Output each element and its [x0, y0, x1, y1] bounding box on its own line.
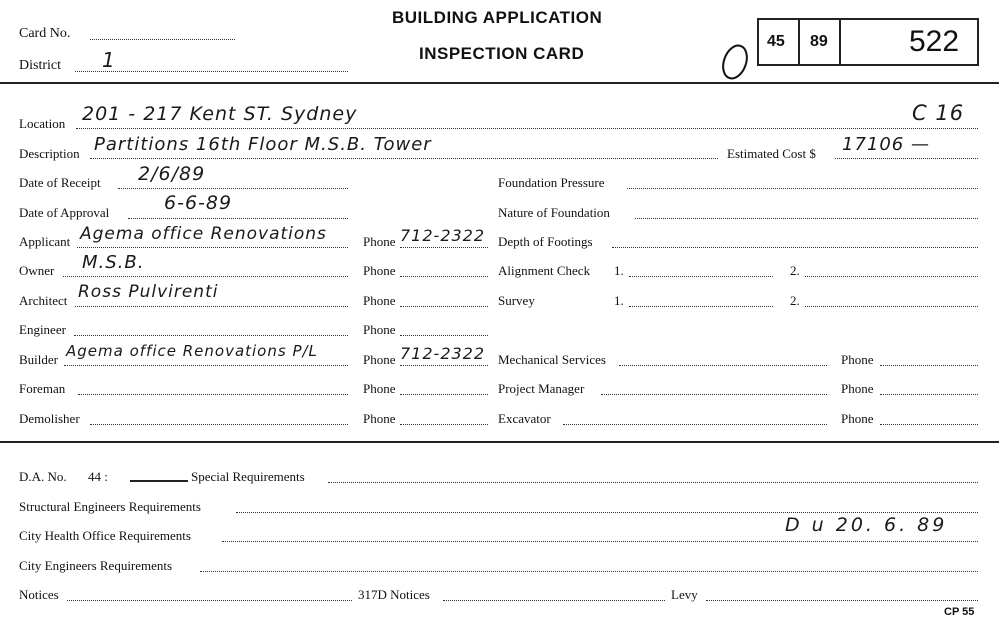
date-approval-field[interactable]: [128, 218, 348, 219]
depth-footings-field[interactable]: [612, 247, 978, 248]
city-health-field[interactable]: [222, 541, 978, 542]
owner-value: M.S.B.: [82, 252, 145, 273]
da-no-label: D.A. No.: [19, 469, 67, 484]
foundation-pressure-field[interactable]: [627, 188, 978, 189]
card-box-1-value: 45: [767, 33, 785, 50]
survey-field-2[interactable]: [805, 306, 978, 307]
demolisher-phone-field[interactable]: [400, 424, 488, 425]
excavator-label: Excavator: [498, 411, 551, 426]
title-line2: INSPECTION CARD: [419, 44, 585, 63]
mechanical-phone-label: Phone: [841, 352, 874, 367]
project-manager-phone-label: Phone: [841, 381, 874, 396]
card-box-1: [757, 18, 802, 66]
da-no-field[interactable]: [130, 480, 188, 482]
location-field[interactable]: [76, 128, 978, 129]
applicant-phone-label: Phone: [363, 234, 396, 249]
alignment-check-field-1[interactable]: [629, 276, 773, 277]
applicant-phone-field[interactable]: [400, 247, 488, 248]
structural-engineers-field[interactable]: [236, 512, 978, 513]
card-no-field[interactable]: [90, 39, 235, 40]
foreman-phone-field[interactable]: [400, 394, 488, 395]
excavator-phone-label: Phone: [841, 411, 874, 426]
location-ref: C 16: [912, 101, 965, 125]
foreman-phone-label: Phone: [363, 381, 396, 396]
location-label: Location: [19, 116, 66, 131]
description-value: Partitions 16th Floor M.S.B. Tower: [94, 134, 432, 155]
architect-phone-label: Phone: [363, 293, 396, 308]
builder-phone-label: Phone: [363, 352, 396, 367]
structural-engineers-label: Structural Engineers Requirements: [19, 499, 201, 514]
architect-value: Ross Pulvirenti: [78, 282, 219, 302]
engineer-label: Engineer: [19, 322, 66, 337]
mechanical-services-label: Mechanical Services: [498, 352, 606, 367]
owner-field[interactable]: [63, 276, 348, 277]
owner-phone-label: Phone: [363, 263, 396, 278]
alignment-check-num1: 1.: [614, 263, 624, 278]
applicant-field[interactable]: [77, 247, 348, 248]
applicant-value: Agema office Renovations: [80, 224, 327, 244]
architect-phone-field[interactable]: [400, 306, 488, 307]
builder-phone-field[interactable]: [400, 365, 488, 366]
card-box-3-value: 522: [909, 25, 960, 58]
description-label: Description: [19, 146, 80, 161]
engineer-field[interactable]: [74, 335, 348, 336]
architect-field[interactable]: [75, 306, 348, 307]
card-no-label: Card No.: [19, 26, 71, 41]
builder-value: Agema office Renovations P/L: [66, 342, 318, 360]
excavator-field[interactable]: [563, 424, 827, 425]
builder-phone-value: 712-2322: [400, 344, 486, 363]
card-box-2-value: 89: [810, 33, 828, 50]
city-engineers-label: City Engineers Requirements: [19, 558, 173, 573]
demolisher-field[interactable]: [90, 424, 348, 425]
alignment-check-num2: 2.: [790, 263, 800, 278]
estimated-cost-field[interactable]: [835, 158, 978, 159]
owner-label: Owner: [19, 263, 55, 278]
project-manager-label: Project Manager: [498, 381, 585, 396]
alignment-check-field-2[interactable]: [805, 276, 978, 277]
nature-foundation-label: Nature of Foundation: [498, 205, 610, 220]
location-value: 201 - 217 Kent ST. Sydney: [82, 103, 358, 125]
survey-label: Survey: [498, 293, 535, 308]
survey-field-1[interactable]: [629, 306, 773, 307]
demolisher-phone-label: Phone: [363, 411, 396, 426]
levy-label: Levy: [671, 587, 698, 602]
header-divider: [0, 82, 999, 84]
project-manager-phone-field[interactable]: [880, 394, 978, 395]
survey-num1: 1.: [614, 293, 624, 308]
special-requirements-field[interactable]: [328, 482, 978, 483]
mechanical-services-field[interactable]: [619, 365, 827, 366]
section-divider: [0, 441, 999, 443]
city-health-label: City Health Office Requirements: [19, 528, 191, 543]
date-approval-value: 6-6-89: [164, 192, 233, 214]
applicant-label: Applicant: [19, 234, 71, 249]
title-line1: BUILDING APPLICATION: [392, 8, 603, 27]
survey-num2: 2.: [790, 293, 800, 308]
date-approval-label: Date of Approval: [19, 205, 110, 220]
levy-field[interactable]: [706, 600, 978, 601]
engineer-phone-label: Phone: [363, 322, 396, 337]
district-value: 1: [102, 48, 116, 72]
estimated-cost-label: Estimated Cost $: [727, 146, 816, 161]
alignment-check-label: Alignment Check: [498, 263, 591, 278]
district-field[interactable]: [75, 71, 348, 72]
card-box-3: [839, 18, 979, 66]
card-box-2: [798, 18, 843, 66]
city-health-value: D u 20. 6. 89: [785, 514, 948, 536]
depth-footings-label: Depth of Footings: [498, 234, 593, 249]
notices-field[interactable]: [67, 600, 352, 601]
project-manager-field[interactable]: [601, 394, 827, 395]
city-engineers-field[interactable]: [200, 571, 978, 572]
da-no-value: 44 :: [88, 469, 108, 484]
notices-label: Notices: [19, 587, 59, 602]
mechanical-phone-field[interactable]: [880, 365, 978, 366]
notices-317d-label: 317D Notices: [358, 587, 430, 602]
date-receipt-label: Date of Receipt: [19, 175, 101, 190]
demolisher-label: Demolisher: [19, 411, 80, 426]
builder-field[interactable]: [64, 365, 348, 366]
description-field[interactable]: [90, 158, 718, 159]
architect-label: Architect: [19, 293, 68, 308]
form-code: CP 55: [944, 606, 975, 618]
builder-label: Builder: [19, 352, 58, 367]
engineer-phone-field[interactable]: [400, 335, 488, 336]
foundation-pressure-label: Foundation Pressure: [498, 175, 605, 190]
foreman-label: Foreman: [19, 381, 66, 396]
notices-317d-field[interactable]: [443, 600, 665, 601]
excavator-phone-field[interactable]: [880, 424, 978, 425]
nature-foundation-field[interactable]: [635, 218, 978, 219]
estimated-cost-value: 17106 —: [842, 134, 930, 155]
special-requirements-label: Special Requirements: [191, 469, 305, 484]
owner-phone-field[interactable]: [400, 276, 488, 277]
applicant-phone-value: 712-2322: [400, 226, 486, 245]
circled-zero-mark: [712, 38, 760, 84]
foreman-field[interactable]: [78, 394, 348, 395]
district-label: District: [19, 58, 61, 73]
date-receipt-field[interactable]: [118, 188, 348, 189]
date-receipt-value: 2/6/89: [138, 163, 206, 185]
